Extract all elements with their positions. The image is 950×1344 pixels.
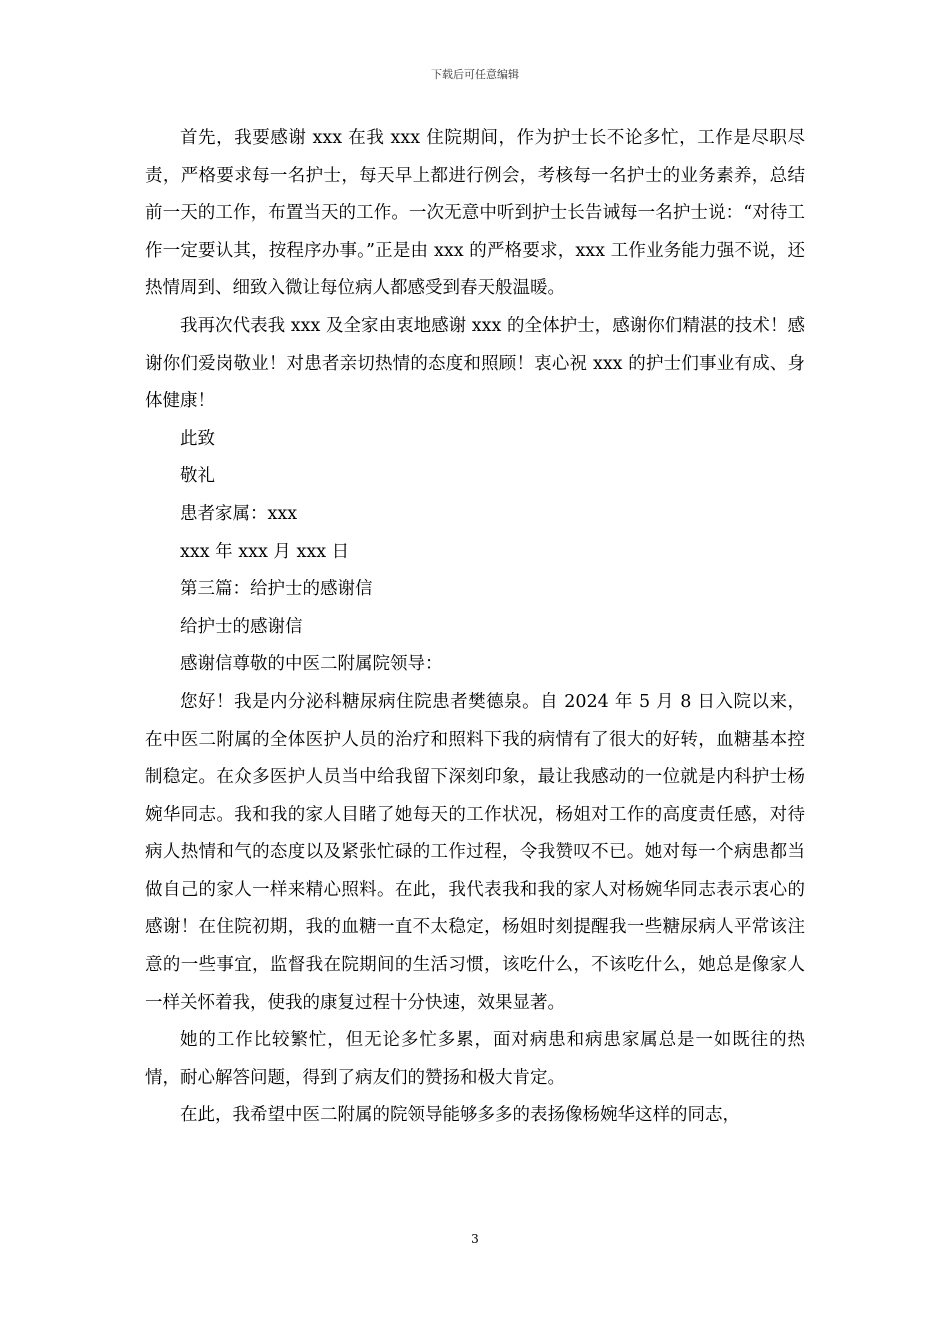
paragraph-hope-praise: 在此，我希望中医二附属的院领导能够多多的表扬像杨婉华这样的同志，	[180, 1105, 740, 1126]
paragraph-busy-work: 她的工作比较繁忙，但无论多忙多累，面对病患和病患家属总是一如既往的热情，耐心解答问题，得到了病友们的赞扬和极大肯定。	[145, 1030, 805, 1088]
signature-family: 患者家属：xxx	[180, 503, 298, 524]
paragraph-patient-story: 您好！我是内分泌科糖尿病住院患者樊德泉。自 2024 年 5 月 8 日入院以来，在中医二附属的全体医护人员的治疗和照料下我的病情有了很大的好转，血糖基本控制稳定。在众多医护人员当中给我留下深刻印象，最让我感动的一位就是内科护士杨婉华同志。我和我的家人目睹了她每天的工作状况，杨姐对工作的高度责任感，对待病人热情和气的态度以及紧张忙碌的工作过程，令我赞叹不已。她对每一个病患都当做自己的家人一样来精心照料。在此，我代表我和我的家人对杨婉华同志表示衷心的感谢！在住院初期，我的血糖一直不太稳定，杨姐时刻提醒我一些糖尿病人平常该注意的一些事宜，监督我在院期间的生活习惯，该吃什么，不该吃什么，她总是像家人一样关怀着我，使我的康复过程十分快速，效果显著。	[145, 691, 805, 1013]
paragraph-thanks-head-nurse: 首先，我要感谢 xxx 在我 xxx 住院期间，作为护士长不论多忙，工作是尽职尽责，严格要求每一名护士，每天早上都进行例会，考核每一名护士的业务素养，总结前一天的工作，布置当天的工作。一次无意中听到护士长告诫每一名护士说：“对待工作一定要认其，按程序办事。”正是由 xxx 的严格要求，xxx 工作业务能力强不说，还热情周到、细致入微让每位病人都感受到春天般温暖。	[145, 128, 805, 299]
letter-title: 给护士的感谢信	[180, 616, 303, 637]
page-header: 下载后可任意编辑	[431, 68, 519, 81]
closing-cizhi: 此致	[180, 428, 215, 449]
closing-jingli: 敬礼	[180, 466, 215, 487]
signature-date: xxx 年 xxx 月 xxx 日	[180, 541, 350, 562]
letter-salutation: 感谢信尊敬的中医二附属院领导：	[180, 654, 443, 675]
section-title: 第三篇：给护士的感谢信	[180, 579, 373, 600]
paragraph-thanks-all-nurses: 我再次代表我 xxx 及全家由衷地感谢 xxx 的全体护士，感谢你们精湛的技术！感谢你们爱岗敬业！对患者亲切热情的态度和照顾！衷心祝 xxx 的护士们事业有成、身体健康！	[145, 315, 805, 412]
page-number: 3	[471, 1232, 479, 1246]
document-body	[145, 120, 805, 1135]
